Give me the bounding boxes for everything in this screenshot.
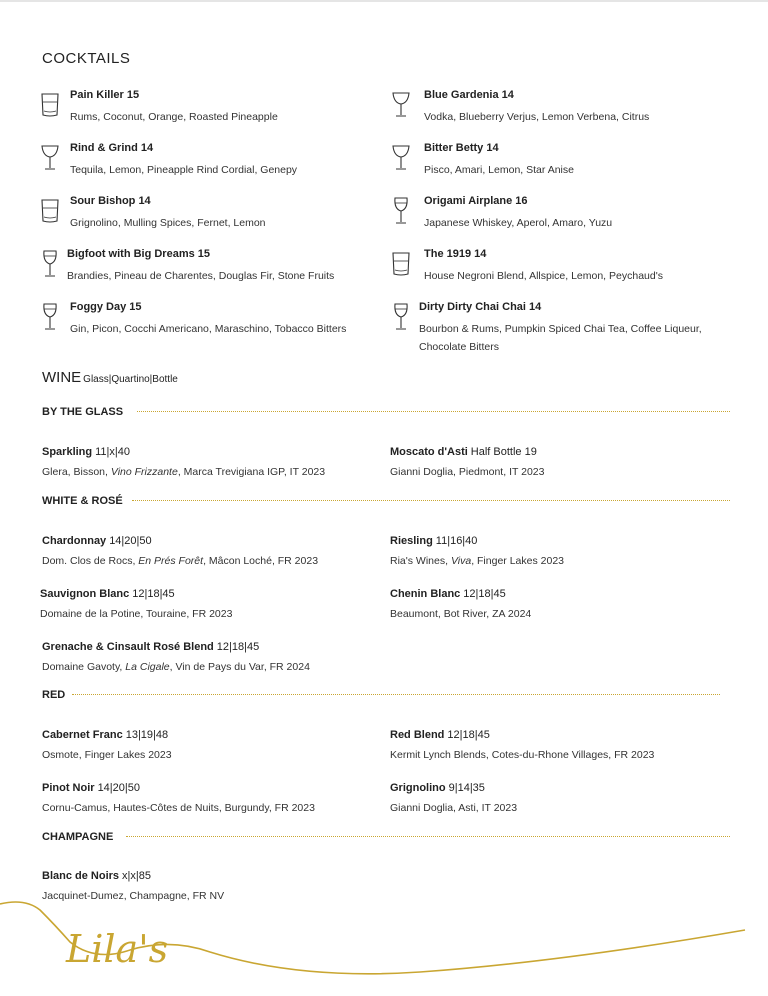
cocktails-heading: COCKTAILS xyxy=(42,50,131,67)
coupe-glass-icon xyxy=(40,142,60,172)
section-divider xyxy=(137,411,730,412)
wine-desc: Kermit Lynch Blends, Cotes-du-Rhone Villages, FR 2023 xyxy=(390,749,655,761)
wine-item xyxy=(390,531,564,567)
cocktail-name: The 1919 14 xyxy=(424,248,487,260)
cocktail-desc: Pisco, Amari, Lemon, Star Anise xyxy=(424,164,574,176)
cocktail-desc: House Negroni Blend, Allspice, Lemon, Peychaud's xyxy=(424,270,663,282)
cocktail-desc: Bourbon & Rums, Pumpkin Spiced Chai Tea, Coffee Liqueur, Chocolate Bitters xyxy=(419,323,702,353)
wine-name: Chenin Blanc xyxy=(390,588,461,600)
wine-name: Grignolino xyxy=(390,782,446,794)
wine-glass-icon xyxy=(391,301,411,331)
cocktail-name: Bitter Betty 14 xyxy=(424,142,499,154)
section-champagne: CHAMPAGNE xyxy=(42,831,114,843)
logo-text: Lila's xyxy=(66,927,169,971)
cocktail-name: Pain Killer 15 xyxy=(70,89,140,101)
wine-glass-icon xyxy=(40,301,60,331)
cocktail-name: Bigfoot with Big Dreams 15 xyxy=(67,248,211,260)
wine-price: 11|x|40 xyxy=(95,446,130,458)
wine-desc: Ria's Wines, Viva, Finger Lakes 2023 xyxy=(390,555,564,567)
cocktail-name: Rind & Grind 14 xyxy=(70,142,154,154)
wine-glass-icon xyxy=(391,195,411,225)
wine-name: Moscato d'Asti xyxy=(390,446,468,458)
wine-item xyxy=(40,584,232,620)
wine-glass-icon xyxy=(40,248,60,278)
wine-price: 12|18|45 xyxy=(216,641,260,653)
wine-price: 11|16|40 xyxy=(435,535,478,547)
section-divider xyxy=(126,836,730,837)
cocktail-desc: Tequila, Lemon, Pineapple Rind Cordial, Genepy xyxy=(70,164,298,176)
cocktail-desc: Gin, Picon, Cocchi Americano, Maraschino, Tobacco Bitters xyxy=(70,323,347,335)
cocktail-name: Dirty Dirty Chai Chai 14 xyxy=(419,301,542,313)
wine-price: 13|19|48 xyxy=(125,729,169,741)
wine-item xyxy=(42,778,315,814)
cocktail-name: Blue Gardenia 14 xyxy=(424,89,514,101)
wine-name: Riesling xyxy=(390,535,433,547)
wine-item xyxy=(42,442,325,478)
cocktail-desc: Japanese Whiskey, Aperol, Amaro, Yuzu xyxy=(424,217,613,229)
section-divider xyxy=(132,500,730,501)
wine-price: x|x|85 xyxy=(122,870,151,882)
wine-desc: Beaumont, Bot River, ZA 2024 xyxy=(390,608,532,620)
wine-item xyxy=(390,442,544,478)
wine-price: 12|18|45 xyxy=(132,588,175,600)
section-white-rose: WHITE & ROSÉ xyxy=(42,495,123,507)
wine-name: Blanc de Noirs xyxy=(42,870,120,882)
wine-name: Red Blend xyxy=(390,729,445,741)
wine-item xyxy=(42,637,310,673)
wine-item xyxy=(390,725,654,761)
wine-item xyxy=(42,531,318,567)
wine-desc: Jacquinet-Dumez, Champagne, FR NV xyxy=(42,890,225,902)
cocktail-desc: Rums, Coconut, Orange, Roasted Pineapple xyxy=(70,111,278,123)
wine-item xyxy=(42,725,172,761)
wine-name: Pinot Noir xyxy=(42,782,95,794)
rocks-glass-icon xyxy=(391,248,411,278)
rocks-glass-icon xyxy=(40,89,60,119)
wine-name: Cabernet Franc xyxy=(42,729,123,741)
wine-desc: Domaine de la Potine, Touraine, FR 2023 xyxy=(40,608,233,620)
wine-price: 12|18|45 xyxy=(447,729,490,741)
top-border xyxy=(0,0,768,2)
rocks-glass-icon xyxy=(40,195,60,225)
wine-item xyxy=(390,778,517,814)
wine-price: Half Bottle 19 xyxy=(470,446,537,458)
wine-name: Chardonnay xyxy=(42,535,107,547)
wine-name: Sauvignon Blanc xyxy=(40,588,130,600)
wine-price: 12|18|45 xyxy=(463,588,506,600)
wine-desc: Gianni Doglia, Piedmont, IT 2023 xyxy=(390,466,545,478)
wine-subtitle: Glass|Quartino|Bottle xyxy=(83,374,178,385)
lilas-logo xyxy=(0,890,768,996)
wine-price: 14|20|50 xyxy=(97,782,140,794)
wine-desc: Gianni Doglia, Asti, IT 2023 xyxy=(390,802,518,814)
wine-item xyxy=(390,584,531,620)
coupe-glass-icon xyxy=(391,89,411,119)
cocktail-desc: Vodka, Blueberry Verjus, Lemon Verbena, Citrus xyxy=(424,111,650,123)
cocktail-name: Sour Bishop 14 xyxy=(70,195,151,207)
wine-name: Grenache & Cinsault Rosé Blend xyxy=(42,641,214,653)
cocktail-desc: Brandies, Pineau de Charentes, Douglas Fir, Stone Fruits xyxy=(67,270,335,282)
coupe-glass-icon xyxy=(391,142,411,172)
wine-title: WINE xyxy=(42,369,82,386)
cocktail-desc: Grignolino, Mulling Spices, Fernet, Lemon xyxy=(70,217,266,229)
wine-price: 14|20|50 xyxy=(109,535,152,547)
wine-price: 9|14|35 xyxy=(448,782,485,794)
cocktail-name: Origami Airplane 16 xyxy=(424,195,528,207)
wine-desc: Dom. Clos de Rocs, En Prés Forêt, Mâcon Loché, FR 2023 xyxy=(42,555,319,567)
wine-desc: Glera, Bisson, Vino Frizzante, Marca Trevigiana IGP, IT 2023 xyxy=(42,466,326,478)
section-by-the-glass: BY THE GLASS xyxy=(42,406,124,418)
wine-heading xyxy=(42,369,178,386)
section-divider xyxy=(72,694,720,695)
wine-desc: Cornu-Camus, Hautes-Côtes de Nuits, Burgundy, FR 2023 xyxy=(42,802,315,814)
section-red: RED xyxy=(42,689,66,701)
wine-desc: Osmote, Finger Lakes 2023 xyxy=(42,749,172,761)
wine-desc: Domaine Gavoty, La Cigale, Vin de Pays du Var, FR 2024 xyxy=(42,661,310,673)
wine-name: Sparkling xyxy=(42,446,93,458)
cocktail-name: Foggy Day 15 xyxy=(70,301,142,313)
